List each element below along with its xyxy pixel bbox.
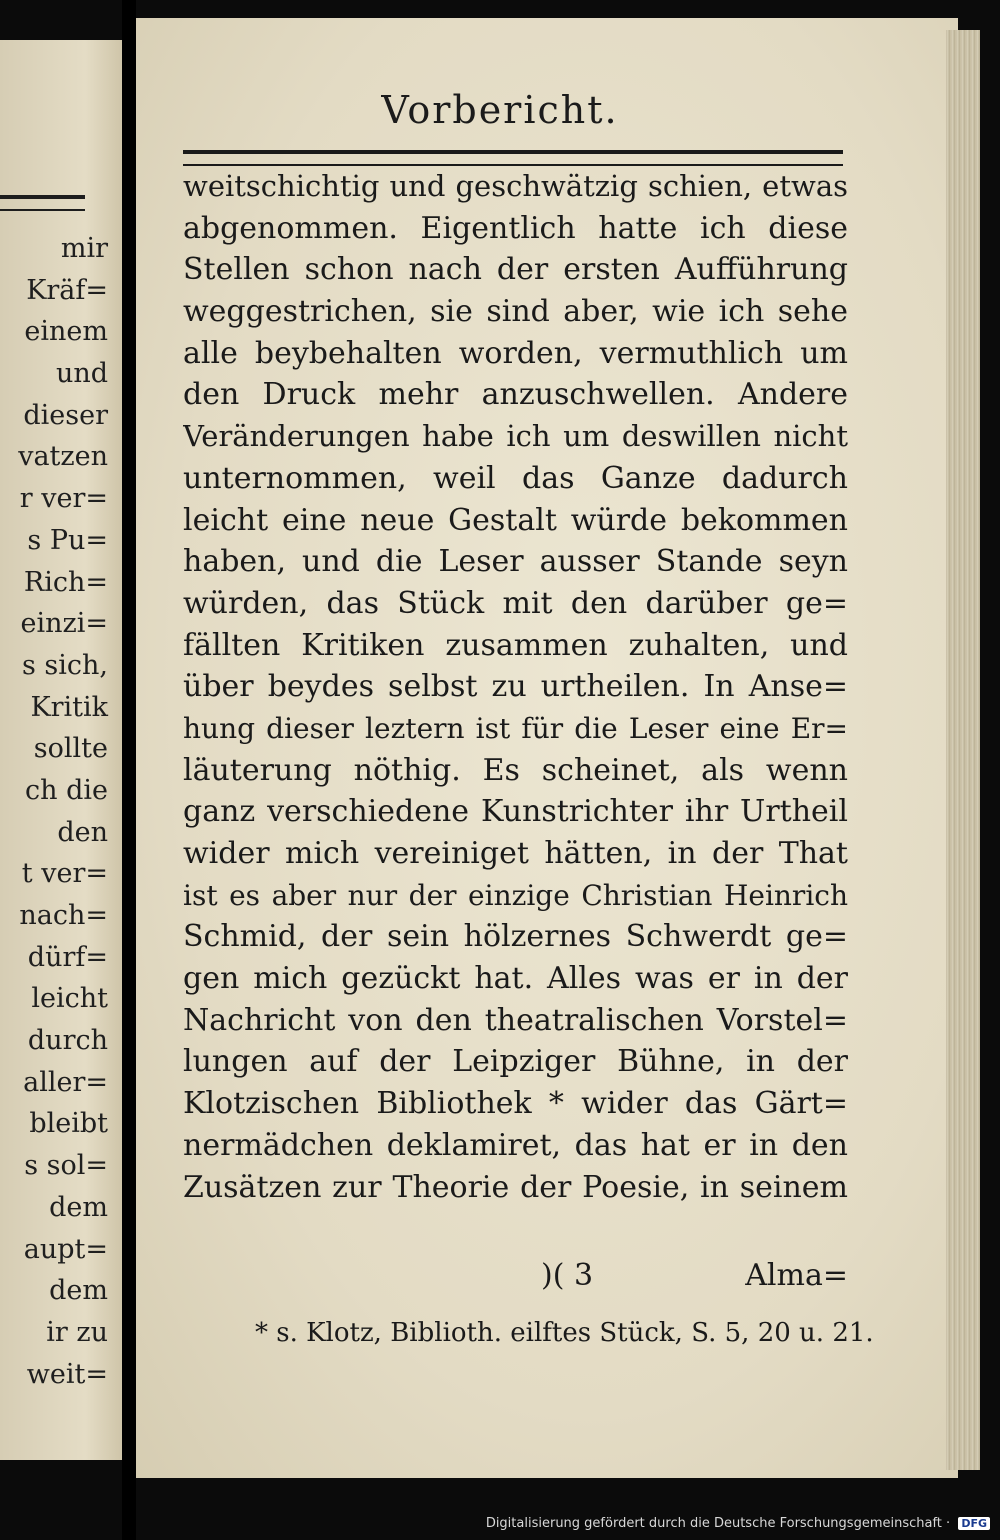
left-page-line: s Pu=	[27, 524, 108, 556]
left-page-line: dieser	[23, 399, 108, 431]
left-page-line: s sol=	[24, 1150, 108, 1182]
left-page-line: Rich=	[23, 566, 108, 598]
left-page-line: dürf=	[27, 941, 108, 973]
left-page-line: sollte	[33, 733, 108, 765]
text-line: weitschichtig und geschwätzig schien, etwas	[183, 169, 848, 203]
body-text	[183, 166, 848, 1208]
text-line: leicht eine neue Gestalt würde bekommen	[183, 502, 848, 538]
credit-text: Digitalisierung gefördert durch die Deutsche Forschungsgemeinschaft ·	[485, 1516, 951, 1531]
signature-mark: )( 3	[541, 1258, 594, 1293]
text-line: Schmid, der sein hölzernes Schwerdt ge=	[183, 919, 848, 955]
left-page-line: durch	[27, 1025, 108, 1057]
left-page-line: den	[57, 816, 108, 848]
catchline	[183, 1258, 848, 1298]
text-line: haben, und die Leser ausser Stande seyn	[183, 544, 848, 580]
text-line: lungen auf der Leipziger Bühne, in der	[183, 1044, 848, 1080]
text-line: würden, das Stück mit den darüber ge=	[183, 585, 848, 621]
text-line: Nachricht von den theatralischen Vorstel=	[183, 1002, 848, 1038]
left-page-line: bleibt	[29, 1108, 108, 1140]
book-gutter	[122, 0, 136, 1540]
text-line: über beydes selbst zu urtheilen. In Anse=	[183, 669, 848, 705]
left-page-line: ir zu	[46, 1316, 108, 1348]
left-page-line: leicht	[31, 983, 108, 1015]
left-page-line: einzi=	[20, 608, 108, 640]
text-line: hung dieser leztern ist für die Leser eine Er=	[183, 711, 848, 745]
text-line: Stellen schon nach der ersten Aufführung	[183, 252, 848, 288]
left-page-text	[0, 228, 122, 1395]
left-page	[0, 40, 122, 1460]
footnote: * s. Klotz, Biblioth. eilftes Stück, S. 5, 20 u. 21.	[255, 1318, 874, 1348]
left-page-line: aller=	[23, 1066, 108, 1098]
text-line: fällten Kritiken zusammen zuhalten, und	[183, 627, 848, 663]
text-line: unternommen, weil das Ganze dadurch	[183, 460, 848, 496]
left-page-line: Kritik	[30, 691, 108, 723]
left-page-line: aupt=	[23, 1233, 108, 1265]
left-page-line: dem	[49, 1275, 108, 1307]
left-page-line: Kräf=	[26, 274, 108, 306]
text-line: weggestrichen, sie sind aber, wie ich sehe	[183, 294, 848, 330]
text-line: abgenommen. Eigentlich hatte ich diese	[183, 210, 848, 246]
text-line: ist es aber nur der einzige Christian Heinrich	[183, 878, 848, 912]
left-page-line: vatzen	[18, 441, 108, 473]
text-line: Klotzischen Bibliothek * wider das Gärt=	[183, 1086, 848, 1122]
text-line: läuterung nöthig. Es scheinet, als wenn	[183, 752, 848, 788]
left-page-line: und	[55, 358, 108, 390]
dfg-logo-icon: DFG	[958, 1517, 990, 1530]
left-page-line: weit=	[26, 1358, 108, 1390]
page-edge	[946, 30, 980, 1470]
text-line: wider mich vereiniget hätten, in der That	[183, 836, 848, 871]
left-page-line: einem	[24, 316, 108, 348]
left-page-rule	[0, 195, 85, 211]
left-page-line: mir	[60, 233, 108, 264]
page-header: Vorbericht.	[381, 88, 619, 132]
left-page-line: s sich,	[21, 649, 108, 681]
text-line: Zusätzen zur Theorie der Poesie, in seinem	[183, 1169, 848, 1205]
left-page-line: nach=	[19, 900, 108, 931]
text-line: ganz verschiedene Kunstrichter ihr Urtheil	[183, 794, 848, 830]
text-line: gen mich gezückt hat. Alles was er in der	[183, 961, 848, 997]
catchword: Alma=	[745, 1258, 848, 1293]
text-line: alle beybehalten worden, vermuthlich um	[183, 335, 848, 371]
header-rule	[183, 150, 843, 166]
left-page-line: t ver=	[21, 858, 108, 890]
left-page-line: ch die	[25, 774, 108, 806]
text-line: den Druck mehr anzuschwellen. Andere	[183, 377, 848, 413]
left-page-line: r ver=	[19, 483, 108, 515]
text-line: nermädchen deklamiret, das hat er in den	[183, 1127, 848, 1163]
text-line: Veränderungen habe ich um deswillen nicht	[183, 419, 848, 454]
left-page-line: dem	[49, 1191, 108, 1223]
digitization-credit	[486, 1516, 990, 1531]
